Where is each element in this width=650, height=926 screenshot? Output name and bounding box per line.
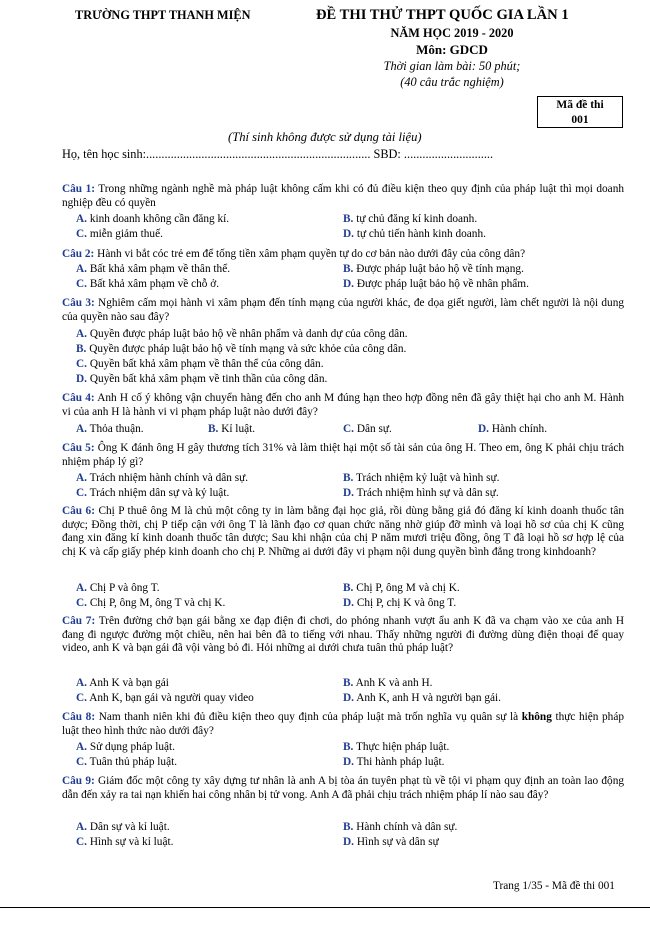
question-1 (62, 183, 624, 210)
no-materials-note: (Thí sinh không được sử dụng tài liệu) (228, 130, 422, 144)
option-c: C. Anh K, bạn gái và người quay video (76, 692, 254, 704)
question-number: Câu 7: (62, 615, 96, 627)
option-c: C. Chị P, ông M, ông T và chị K. (76, 597, 226, 609)
question-number: Câu 9: (62, 775, 95, 787)
question-3 (62, 297, 624, 324)
option-b: B. Chị P, ông M và chị K. (343, 582, 460, 594)
exam-code-value: 001 (571, 113, 589, 126)
question-number: Câu 1: (62, 183, 95, 195)
option-a: A. Anh K và bạn gái (76, 677, 169, 689)
question-6 (62, 505, 624, 559)
option-b: B. Được pháp luật bảo hộ về tính mạng. (343, 263, 524, 275)
exam-code-box (537, 96, 623, 128)
option-d: D. Thi hành pháp luật. (343, 756, 445, 768)
option-d: D. Anh K, anh H và người bạn gái. (343, 692, 501, 704)
option-a: A. kinh doanh không cần đăng kí. (76, 213, 230, 225)
question-8 (62, 711, 624, 738)
option-d: D. Hành chính. (478, 423, 548, 435)
option-a: A. Thỏa thuận. (76, 423, 144, 435)
question-emphasis: không (521, 711, 552, 723)
question-text: Ông K đánh ông H gây thương tích 31% và làm thiệt hại một số tài sản của ông H. Theo em, ông K phải chịu trách nhiệm pháp lý gì? (62, 442, 625, 468)
option-b: B. Anh K và anh H. (343, 677, 433, 689)
exam-title: ĐỀ THI THỬ THPT QUỐC GIA LẦN 1 (316, 7, 569, 23)
option-c: C. Dân sự. (343, 423, 392, 435)
option-d: D. tự chủ tiến hành kinh doanh. (343, 228, 486, 240)
question-number: Câu 5: (62, 442, 95, 454)
option-d: D. Quyền bất khả xâm phạm về tinh thần của công dân. (76, 373, 328, 385)
question-number: Câu 6: (62, 505, 95, 517)
question-text: Hành vi bắt cóc trẻ em để tống tiền xâm phạm quyền tự do cơ bản nào dưới đây của công dân? (97, 248, 526, 260)
question-count: (40 câu trắc nghiệm) (400, 75, 504, 89)
question-text: Nghiêm cấm mọi hành vi xâm phạm đến tính mạng của người khác, đe dọa giết người, làm chết người là nội dung của quyền nào sau đây? (62, 297, 624, 323)
option-c: C. Bất khả xâm phạm về chỗ ở. (76, 278, 220, 290)
option-d: D. Trách nhiệm hình sự và dân sự. (343, 487, 499, 499)
question-5 (62, 442, 624, 469)
option-b: B. Thực hiện pháp luật. (343, 741, 450, 753)
question-text: Nam thanh niên khi đủ điều kiện theo quy định của pháp luật mà trốn nghĩa vụ quân sự là (98, 711, 519, 723)
question-number: Câu 8: (62, 711, 96, 723)
option-c: C. Quyền bất khả xâm phạm về thân thể của công dân. (76, 358, 324, 370)
school-name: TRƯỜNG THPT THANH MIỆN (75, 8, 251, 22)
option-b: B. Kỉ luật. (208, 423, 256, 435)
option-a: A. Bất khả xâm phạm về thân thể. (76, 263, 231, 275)
question-2 (62, 248, 624, 262)
question-text: Trong những ngành nghề mà pháp luật không cấm khi có đủ điều kiện theo quy định của pháp luật thì mọi doanh nghiệp đều có quyền (62, 183, 624, 209)
question-7 (62, 615, 624, 656)
student-name-line: Họ, tên học sinh:......................................................................... SBD: ............................. (62, 147, 494, 161)
question-4 (62, 392, 624, 419)
question-text: Anh H cố ý không vận chuyển hàng đến cho anh M đúng hạn theo hợp đồng nên đã gây thiệt hại cho anh M. Hành vi của anh H là hành vi vi phạm pháp luật nào dưới đây? (62, 392, 625, 418)
option-c: C. Tuân thủ pháp luật. (76, 756, 178, 768)
option-c: C. Hình sự và kỉ luật. (76, 836, 174, 848)
option-a: A. Quyền được pháp luật bảo hộ về nhân phẩm và danh dự của công dân. (76, 328, 408, 340)
question-number: Câu 4: (62, 392, 95, 404)
option-c: C. miễn giảm thuế. (76, 228, 163, 240)
subject: Môn: GDCD (416, 42, 488, 57)
option-a: A. Trách nhiệm hành chính và dân sự. (76, 472, 249, 484)
bottom-rule (0, 907, 650, 908)
option-c: C. Trách nhiệm dân sự và kỷ luật. (76, 487, 230, 499)
question-9 (62, 775, 624, 802)
option-d: D. Chị P, chị K và ông T. (343, 597, 457, 609)
option-a: A. Sử dụng pháp luật. (76, 741, 176, 753)
question-text: Giám đốc một công ty xây dựng tư nhân là anh A bị tòa án tuyên phạt tù về tội vi phạm quy định an toàn lao động dẫn đến xảy ra tai nạn khiến hai công nhân bị tử vong. Anh A đã phải chịu trách nhiệm pháp lí nào sau đây? (62, 775, 624, 801)
option-d: D. Hình sự và dân sự (343, 836, 439, 848)
question-text: Trên đường chở bạn gái bằng xe đạp điện đi chơi, do phóng nhanh vượt ẩu anh K đã va chạm vào xe của anh H đang đi ngược đường một chiều, nên hai bên đã to tiếng với nhau. Thấy những người đi đường dùng điện thoại để quay video, anh K và bạn gái đã vội vàng bỏ đi. Hỏi những ai dưới chưa tuân thủ pháp luật? (62, 615, 625, 655)
page-footer: Trang 1/35 - Mã đề thi 001 (493, 880, 615, 892)
option-d: D. Được pháp luật bảo hộ về nhân phẩm. (343, 278, 529, 290)
option-b: B. Hành chính và dân sự. (343, 821, 458, 833)
school-year: NĂM HỌC 2019 - 2020 (390, 26, 514, 40)
option-b: B. tự chủ đăng kí kinh doanh. (343, 213, 478, 225)
option-a: A. Dân sự và kỉ luật. (76, 821, 170, 833)
question-text: Chị P thuê ông M là chủ một công ty in làm bằng đại học giả, rồi dùng bằng giả đó đăng kí kinh doanh thuốc tân dược; Đồng thời, chị P tiếp cận với ông T là lãnh đạo cơ quan chức năng nhờ giúp đỡ mình và loại hồ sơ của chị K cũng đang xin đăng kí kinh doanh thuốc tân dược; Sau khi nhận của chị P năm mươi triệu đồng, ông T đã loại hồ sơ hợp lệ của chị K và cấp giấy phép kinh doanh cho chị P. Những ai dưới đây vi phạm nội dung quyền bình đẳng trong kinhdoanh? (62, 505, 624, 558)
question-number: Câu 3: (62, 297, 95, 309)
question-text-cont: thực hiện pháp luật theo hình thức nào dưới đây? (62, 711, 624, 737)
option-a: A. Chị P và ông T. (76, 582, 160, 594)
option-b: B. Trách nhiệm kỷ luật và hình sự. (343, 472, 500, 484)
option-b: B. Quyền được pháp luật bảo hộ về tính mạng và sức khỏe của công dân. (76, 343, 407, 355)
exam-time: Thời gian làm bài: 50 phút; (383, 59, 521, 73)
exam-code-label: Mã đề thi (556, 99, 604, 111)
question-number: Câu 2: (62, 248, 95, 260)
